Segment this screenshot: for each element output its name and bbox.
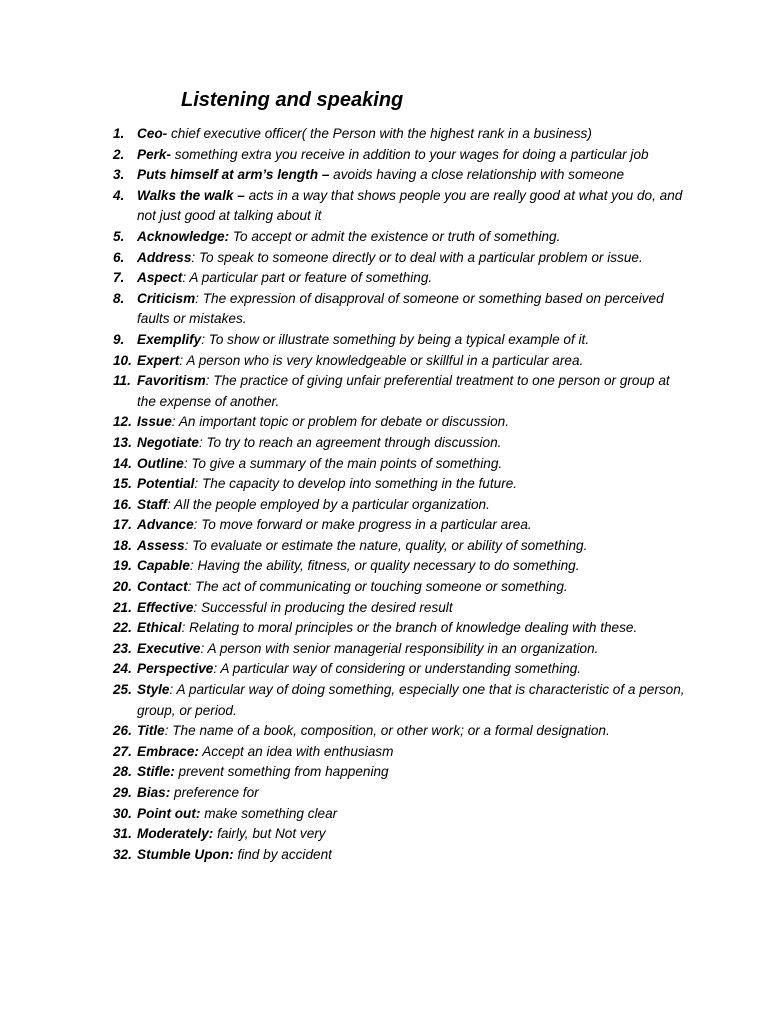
item-number: 5. bbox=[113, 228, 125, 244]
item-number: 9. bbox=[113, 331, 125, 347]
item-term: Executive bbox=[137, 640, 201, 656]
list-item bbox=[110, 577, 690, 598]
list-item bbox=[110, 824, 690, 845]
list-item bbox=[110, 433, 690, 454]
item-definition: acts in a way that shows people you are really good at what you do, and not just good at talking about it bbox=[137, 187, 683, 224]
list-item bbox=[110, 721, 690, 742]
item-definition: something extra you receive in addition to your wages for doing a particular job bbox=[171, 146, 649, 162]
item-term: Effective bbox=[137, 599, 194, 615]
item-term: Negotiate bbox=[137, 434, 199, 450]
item-term: Capable bbox=[137, 558, 190, 574]
item-number: 18. bbox=[113, 537, 132, 553]
item-term: Advance bbox=[137, 517, 194, 533]
item-number: 30. bbox=[113, 805, 132, 821]
item-number: 2. bbox=[113, 146, 125, 162]
list-item bbox=[110, 556, 690, 577]
item-term: Point out: bbox=[137, 805, 201, 821]
item-number: 4. bbox=[113, 187, 125, 203]
list-item bbox=[110, 659, 690, 680]
item-definition: : Successful in producing the desired result bbox=[193, 599, 453, 615]
list-item bbox=[110, 618, 690, 639]
item-definition: Accept an idea with enthusiasm bbox=[198, 743, 394, 759]
list-item bbox=[110, 742, 690, 763]
item-number: 8. bbox=[113, 290, 125, 306]
list-item bbox=[110, 639, 690, 660]
item-term: Moderately: bbox=[137, 826, 214, 842]
item-definition: : The name of a book, composition, or other work; or a formal designation. bbox=[164, 723, 610, 739]
item-number: 28. bbox=[113, 764, 132, 780]
item-term: Style bbox=[137, 682, 170, 698]
item-definition: : The act of communicating or touching someone or something. bbox=[187, 579, 568, 595]
item-definition: : To try to reach an agreement through discussion. bbox=[198, 434, 502, 450]
item-definition: make something clear bbox=[200, 805, 338, 821]
item-term: Address bbox=[137, 249, 192, 265]
list-item bbox=[110, 227, 690, 248]
list-item bbox=[110, 289, 690, 330]
item-term: Perk- bbox=[137, 146, 172, 162]
item-definition: : To give a summary of the main points of something. bbox=[183, 455, 503, 471]
list-item bbox=[110, 845, 690, 866]
item-term: Aspect bbox=[137, 270, 183, 286]
list-item bbox=[110, 680, 690, 721]
item-definition: : To evaluate or estimate the nature, quality, or ability of something. bbox=[184, 537, 588, 553]
item-definition: : A person with senior managerial responsibility in an organization. bbox=[200, 640, 599, 656]
list-item bbox=[110, 598, 690, 619]
item-definition: : A particular part or feature of something. bbox=[182, 270, 433, 286]
item-number: 11. bbox=[113, 373, 131, 389]
item-number: 23. bbox=[113, 640, 132, 656]
item-term: Title bbox=[137, 723, 165, 739]
item-number: 22. bbox=[113, 620, 132, 636]
item-term: Perspective bbox=[137, 661, 214, 677]
item-term: Stumble Upon: bbox=[137, 846, 234, 862]
list-item bbox=[110, 804, 690, 825]
item-number: 3. bbox=[113, 167, 125, 183]
list-item bbox=[110, 454, 690, 475]
item-number: 21. bbox=[113, 599, 132, 615]
item-term: Outline bbox=[137, 455, 184, 471]
item-number: 17. bbox=[113, 517, 132, 533]
item-definition: : A person who is very knowledgeable or skillful in a particular area. bbox=[179, 352, 584, 368]
item-number: 12. bbox=[113, 414, 132, 430]
list-item bbox=[110, 371, 690, 412]
page-title: Listening and speaking bbox=[181, 89, 404, 111]
list-item bbox=[110, 515, 690, 536]
item-number: 15. bbox=[113, 476, 132, 492]
item-definition: : The capacity to develop into something in the future. bbox=[194, 476, 518, 492]
list-item bbox=[110, 145, 690, 166]
item-term: Staff bbox=[137, 496, 167, 512]
list-item bbox=[110, 783, 690, 804]
list-item bbox=[110, 165, 690, 186]
item-number: 25. bbox=[113, 682, 132, 698]
item-number: 10. bbox=[113, 352, 132, 368]
list-item bbox=[110, 412, 690, 433]
list-item bbox=[110, 124, 690, 145]
item-term: Favoritism bbox=[137, 373, 206, 389]
item-definition: : The expression of disapproval of someone or something based on perceived faults or mistakes. bbox=[137, 290, 664, 327]
item-definition: : To speak to someone directly or to deal with a particular problem or issue. bbox=[191, 249, 643, 265]
item-definition: : To move forward or make progress in a particular area. bbox=[193, 517, 532, 533]
item-number: 20. bbox=[113, 579, 132, 595]
item-definition: : All the people employed by a particular organization. bbox=[166, 496, 490, 512]
item-term: Exemplify bbox=[137, 331, 202, 347]
item-definition: fairly, but Not very bbox=[213, 826, 326, 842]
item-definition: : A particular way of doing something, especially one that is characteristic of a person, group, or period. bbox=[137, 682, 685, 718]
item-number: 27. bbox=[113, 743, 132, 759]
list-item bbox=[110, 248, 690, 269]
item-term: Potential bbox=[137, 476, 195, 492]
item-term: Criticism bbox=[137, 290, 196, 306]
item-number: 32. bbox=[113, 846, 132, 862]
list-item bbox=[110, 268, 690, 289]
item-number: 7. bbox=[113, 270, 125, 286]
item-definition: : Relating to moral principles or the branch of knowledge dealing with these. bbox=[181, 620, 638, 636]
item-definition: prevent something from happening bbox=[174, 764, 389, 780]
item-definition: find by accident bbox=[233, 846, 332, 862]
item-definition: : Having the ability, fitness, or quality necessary to do something. bbox=[189, 558, 580, 574]
item-number: 31. bbox=[113, 826, 132, 842]
item-definition: : The practice of giving unfair preferential treatment to one person or group at the expense of another. bbox=[137, 373, 670, 409]
item-definition: preference for bbox=[170, 785, 259, 800]
item-definition: chief executive officer( the Person with the highest rank in a business) bbox=[167, 126, 592, 141]
vocabulary-list bbox=[110, 124, 690, 865]
item-term: Expert bbox=[137, 352, 180, 368]
item-number: 19. bbox=[113, 558, 132, 574]
item-number: 14. bbox=[113, 455, 132, 471]
item-number: 29. bbox=[113, 785, 132, 800]
item-number: 6. bbox=[113, 249, 125, 265]
item-term: Contact bbox=[137, 579, 188, 595]
list-item bbox=[110, 474, 690, 495]
item-term: Bias: bbox=[137, 785, 171, 800]
list-item bbox=[110, 351, 690, 372]
item-number: 16. bbox=[113, 496, 132, 512]
item-term: Puts himself at arm’s length – bbox=[137, 167, 330, 183]
item-number: 1. bbox=[113, 126, 125, 141]
item-definition: To accept or admit the existence or truth of something. bbox=[229, 228, 561, 244]
item-term: Issue bbox=[137, 414, 172, 430]
item-term: Embrace: bbox=[137, 743, 199, 759]
list-item bbox=[110, 536, 690, 557]
item-term: Assess bbox=[137, 537, 185, 553]
item-number: 26. bbox=[113, 723, 132, 739]
item-term: Stifle: bbox=[137, 764, 175, 780]
item-term: Acknowledge: bbox=[137, 228, 230, 244]
item-definition: avoids having a close relationship with someone bbox=[329, 167, 625, 183]
item-definition: : An important topic or problem for debate or discussion. bbox=[171, 414, 510, 430]
list-item bbox=[110, 762, 690, 783]
item-number: 24. bbox=[113, 661, 132, 677]
list-item bbox=[110, 330, 690, 351]
item-term: Walks the walk – bbox=[137, 187, 245, 203]
item-number: 13. bbox=[113, 434, 132, 450]
item-definition: : A particular way of considering or understanding something. bbox=[213, 661, 582, 677]
list-item bbox=[110, 495, 690, 516]
item-definition: : To show or illustrate something by being a typical example of it. bbox=[201, 331, 590, 347]
item-term: Ceo- bbox=[137, 126, 168, 141]
item-term: Ethical bbox=[137, 620, 182, 636]
list-item bbox=[110, 186, 690, 227]
